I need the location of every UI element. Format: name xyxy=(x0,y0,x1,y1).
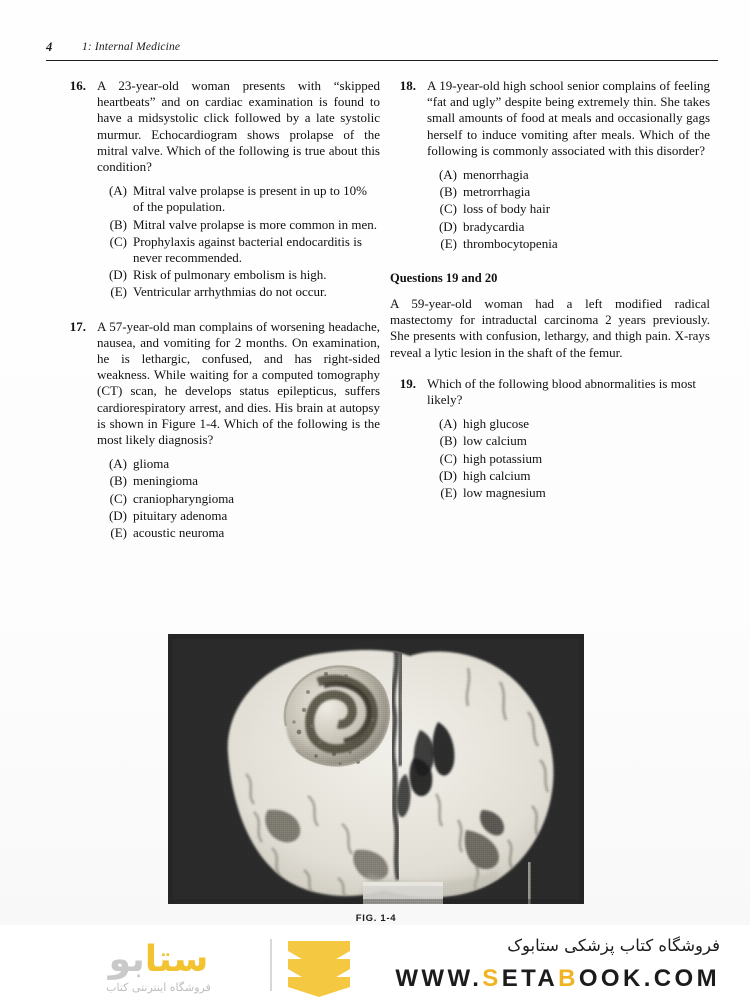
chevron-stack-icon xyxy=(284,937,354,999)
option-text: low calcium xyxy=(463,433,527,449)
option-letter: (E) xyxy=(440,235,457,251)
option-a[interactable] xyxy=(97,456,380,472)
option-c[interactable] xyxy=(97,234,380,266)
question-18-number: 18. xyxy=(399,78,416,93)
chevron-mark-icon xyxy=(284,937,354,999)
option-text: loss of body hair xyxy=(463,201,551,217)
figure-caption: FIG. 1-4 xyxy=(355,913,397,924)
option-letter: (A) xyxy=(438,416,457,432)
option-text: glioma xyxy=(133,456,170,472)
option-letter: (A) xyxy=(108,456,127,472)
option-text: pituitary adenoma xyxy=(133,507,228,523)
option-a[interactable] xyxy=(427,416,710,432)
option-d[interactable] xyxy=(97,508,380,524)
option-a[interactable] xyxy=(427,167,710,183)
question-18-stem: A 19-year-old high school senior complains of feeling “fat and ugly” despite being extremely thin. She takes small amounts of food at meals and occasionally gags herself to induce vomiting after meals. Which of the following is commonly associated with this disorder? xyxy=(427,78,710,158)
brand-text-block xyxy=(360,933,720,995)
option-c[interactable] xyxy=(427,201,710,217)
question-16-number: 16. xyxy=(69,78,86,93)
option-text: low magnesium xyxy=(463,485,546,501)
option-text: Mitral valve prolapse is present in up to 10% of the population. xyxy=(133,183,367,215)
option-text: Risk of pulmonary embolism is high. xyxy=(133,267,327,283)
question-19-options xyxy=(427,416,710,501)
option-c[interactable] xyxy=(427,451,710,467)
option-text: menorrhagia xyxy=(463,167,529,183)
option-d[interactable] xyxy=(427,219,710,235)
option-text: Prophylaxis against bacterial endocarditis is never recommended. xyxy=(133,233,362,266)
option-letter: (D) xyxy=(438,218,457,234)
option-letter: (C) xyxy=(109,233,127,249)
question-16-options xyxy=(97,183,380,300)
brand-persian-line: فروشگاه کتاب پزشکی ستابوک xyxy=(507,936,720,955)
question-18 xyxy=(390,78,710,252)
header-rule xyxy=(46,60,718,61)
option-a[interactable] xyxy=(97,183,380,215)
option-b[interactable] xyxy=(427,184,710,200)
question-19 xyxy=(390,376,710,501)
option-d[interactable] xyxy=(427,468,710,484)
option-text: acoustic neuroma xyxy=(133,525,225,541)
url-part-2: ETA xyxy=(501,965,559,992)
chapter-title: 1: Internal Medicine xyxy=(82,41,181,53)
option-text: Mitral valve prolapse is more common in men. xyxy=(133,216,378,232)
question-19-number: 19. xyxy=(399,375,416,391)
url-part-4: OOK.COM xyxy=(578,965,720,992)
url-part-0: WWW. xyxy=(395,965,483,992)
question-18-options xyxy=(427,167,710,252)
figure-1-4 xyxy=(168,634,584,924)
left-column xyxy=(60,78,380,555)
option-e[interactable] xyxy=(97,284,380,300)
right-column xyxy=(390,78,710,515)
page-folio: 4 xyxy=(46,40,53,54)
logo-wordmark-accent: ستا xyxy=(144,939,209,980)
shared-vignette-heading: Questions 19 and 20 xyxy=(390,271,498,286)
question-17-options xyxy=(97,456,380,541)
option-letter: (D) xyxy=(108,267,127,283)
logo-wordmark-gray: بو xyxy=(108,939,145,980)
coronal-brain-section-image xyxy=(168,634,584,904)
option-text: metrorrhagia xyxy=(463,184,531,200)
option-e[interactable] xyxy=(427,236,710,252)
option-letter: (B) xyxy=(109,216,127,232)
option-letter: (B) xyxy=(109,473,127,489)
option-b[interactable] xyxy=(97,473,380,489)
url-part-1: S xyxy=(482,965,502,992)
option-d[interactable] xyxy=(97,267,380,283)
option-text: meningioma xyxy=(133,473,198,489)
brand-url[interactable] xyxy=(360,963,720,995)
logo-tagline: فروشگاه اینترنتی کتاب xyxy=(106,981,211,994)
option-text: high glucose xyxy=(463,416,530,432)
question-16 xyxy=(60,78,380,301)
option-letter: (E) xyxy=(110,284,127,300)
option-b[interactable] xyxy=(97,217,380,233)
option-letter: (A) xyxy=(108,183,127,199)
option-letter: (D) xyxy=(108,507,127,523)
option-text: high calcium xyxy=(463,467,531,483)
option-letter: (C) xyxy=(439,201,457,217)
option-letter: (C) xyxy=(439,450,457,466)
logo-wordmark xyxy=(56,937,261,983)
option-c[interactable] xyxy=(97,491,380,507)
question-16-stem: A 23-year-old woman presents with “skipped heartbeats” and on cardiac examination is found to have a midsystolic click followed by a late systolic murmur. Echocardiogram shows prolapse of the mitral valve. Which of the following is true about this condition? xyxy=(97,78,380,175)
running-head xyxy=(46,40,718,62)
question-17-number: 17. xyxy=(69,318,86,334)
option-text: bradycardia xyxy=(463,218,525,234)
shared-vignette xyxy=(390,270,710,361)
question-17-stem: A 57-year-old man complains of worsening headache, nausea, and vomiting for 2 months. On examination, he is lethargic, confused, and has right-sided weakness. While waiting for a computed tomography (CT) scan, he develops status epilepticus, suffers cardiorespiratory arrest, and dies. His brain at autopsy is shown in Figure 1-4. Which of the following is the most likely diagnosis? xyxy=(97,318,380,448)
option-e[interactable] xyxy=(427,485,710,501)
option-text: craniopharyngioma xyxy=(133,490,235,506)
option-text: Ventricular arrhythmias do not occur. xyxy=(133,284,327,300)
option-letter: (E) xyxy=(440,485,457,501)
shared-vignette-body: A 59-year-old woman had a left modified radical mastectomy for intraductal carcinoma 2 years previously. She presents with confusion, lethargy, and thigh pain. X-rays reveal a lytic lesion in the shaft of the femur. xyxy=(390,296,710,360)
question-19-stem: Which of the following blood abnormalities is most likely? xyxy=(427,375,696,408)
option-letter: (B) xyxy=(439,433,457,449)
question-17 xyxy=(60,319,380,542)
setabook-logo[interactable] xyxy=(52,933,352,1003)
option-text: high potassium xyxy=(463,450,543,466)
option-e[interactable] xyxy=(97,525,380,541)
option-letter: (C) xyxy=(109,490,127,506)
option-letter: (D) xyxy=(438,467,457,483)
figure-image-frame xyxy=(168,634,584,904)
option-b[interactable] xyxy=(427,433,710,449)
url-part-3: B xyxy=(558,965,579,992)
option-text: thrombocytopenia xyxy=(463,235,558,251)
watermark-band xyxy=(0,925,750,1008)
option-letter: (B) xyxy=(439,184,457,200)
option-letter: (E) xyxy=(110,525,127,541)
option-letter: (A) xyxy=(438,167,457,183)
logo-divider xyxy=(270,939,272,991)
